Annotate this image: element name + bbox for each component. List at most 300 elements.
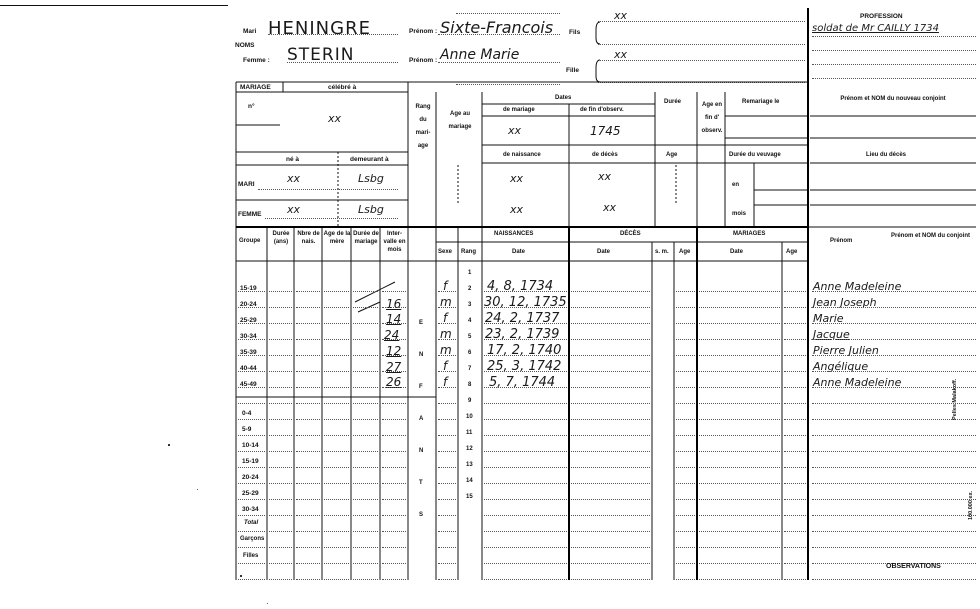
mari-label: Mari — [243, 28, 257, 35]
child-3-prenom: Marie — [813, 312, 844, 325]
row-dotted-line — [238, 515, 265, 516]
group-top-6: 40-44 — [240, 365, 257, 372]
row-dotted-line — [484, 531, 567, 532]
enfants-letter-e: E — [419, 320, 424, 326]
row-dotted-line — [784, 371, 806, 372]
row-dotted-line — [571, 451, 650, 452]
row-dotted-line — [324, 531, 349, 532]
row-dotted-line — [269, 371, 292, 372]
age-fin-label: Age en fin d' observ. — [701, 102, 723, 134]
row-dotted-line — [238, 531, 265, 532]
row-dotted-line — [269, 547, 292, 548]
row-dotted-line — [784, 403, 806, 404]
mari-prenom-label: Prénom : — [409, 28, 438, 35]
row-dotted-line — [324, 483, 349, 484]
row-dotted-line — [699, 435, 780, 436]
row-dotted-line — [438, 515, 456, 516]
row-dotted-line — [784, 419, 806, 420]
row-dotted-line — [438, 467, 456, 468]
age-label: Age — [666, 152, 678, 158]
row-dotted-line — [676, 563, 695, 564]
row-dotted-line — [353, 531, 378, 532]
child-7-sexe: f — [443, 375, 448, 389]
row-dotted-line — [784, 387, 806, 388]
femme-label: Femme : — [243, 57, 270, 64]
row-dotted-line — [699, 563, 780, 564]
row-dotted-line — [438, 339, 456, 340]
row-dotted-line — [676, 323, 695, 324]
row-dotted-line — [382, 403, 406, 404]
rang-mariage-label: Rang du mari-age — [415, 104, 431, 149]
row-dotted-line — [784, 579, 806, 580]
row-dotted-line — [296, 515, 320, 516]
deces-age-header: Age — [679, 249, 691, 255]
row-dotted-line — [676, 531, 695, 532]
femme-naissance-value: xx — [510, 203, 524, 216]
row-dotted-line — [699, 531, 780, 532]
row-dotted-line — [324, 323, 349, 324]
age-mariage-label: Age au mariage — [448, 111, 472, 130]
rang-13: 13 — [466, 462, 473, 468]
fils-mark: xx — [614, 9, 628, 22]
row-dotted-line — [438, 547, 456, 548]
row-dotted-line — [324, 307, 349, 308]
row-dotted-line — [438, 403, 456, 404]
row-dotted-line — [699, 467, 780, 468]
row-dotted-line — [571, 355, 650, 356]
rang-3: 3 — [468, 302, 472, 308]
row-dotted-line — [438, 323, 456, 324]
row-dotted-line — [784, 291, 806, 292]
row-dotted-line — [324, 451, 349, 452]
child-1-date: 4, 8, 1734 — [487, 279, 554, 294]
child-1-sexe: f — [443, 279, 448, 293]
row-dotted-line — [353, 307, 378, 308]
row-dotted-line — [324, 467, 349, 468]
row-dotted-line — [269, 467, 292, 468]
row-dotted-line — [324, 339, 349, 340]
mariages-date-header: Date — [730, 249, 744, 255]
interval-1: 16 — [386, 297, 402, 311]
enfants-letter-t: T — [419, 480, 423, 486]
mariages-header: MARIAGES — [733, 231, 766, 237]
row-dotted-line — [296, 547, 320, 548]
row-dotted-line — [484, 563, 567, 564]
rang-header: Rang — [461, 249, 476, 255]
print-run: 100.000 ex. — [968, 490, 974, 520]
row-dotted-line — [238, 291, 265, 292]
row-dotted-line — [699, 371, 780, 372]
interval-6: 26 — [386, 375, 402, 389]
row-dotted-line — [438, 307, 456, 308]
mari-ne-line — [258, 189, 398, 190]
child-3-sexe: f — [443, 311, 448, 325]
row-dotted-line — [296, 499, 320, 500]
row-dotted-line — [238, 387, 265, 388]
row-dotted-line — [484, 307, 567, 308]
child-6-sexe: f — [443, 359, 448, 373]
mari-ne-value: xx — [287, 172, 301, 185]
rang-9: 9 — [468, 398, 472, 404]
remariage-label: Remariage le — [742, 99, 780, 105]
row-dotted-line — [238, 547, 265, 548]
rang-2: 2 — [468, 286, 472, 292]
row-dotted-line — [353, 499, 378, 500]
row-dotted-line — [238, 355, 265, 356]
row-dotted-line — [571, 515, 650, 516]
row-dotted-line — [324, 563, 349, 564]
femme-prenom: Anne Marie — [440, 47, 520, 63]
child-5-prenom: Pierre Julien — [813, 344, 879, 357]
lieu-deces-label: Lieu du décès — [866, 152, 907, 158]
duree-ans-header: Durée (ans) — [272, 231, 290, 245]
row-dotted-line — [382, 307, 406, 308]
row-dotted-line — [676, 515, 695, 516]
row-dotted-line — [238, 403, 265, 404]
interval-2: 14 — [386, 312, 402, 326]
enfants-letter-f: F — [419, 384, 423, 390]
row-dotted-line — [324, 355, 349, 356]
row-dotted-line — [484, 387, 567, 388]
row-dotted-line — [571, 323, 650, 324]
nouveau-conjoint-label: Prénom et NOM du nouveau conjoint — [840, 96, 946, 102]
row-dotted-line — [812, 451, 976, 452]
row-dotted-line — [269, 403, 292, 404]
row-dotted-line — [324, 579, 349, 580]
child-6-prenom: Angélique — [813, 360, 869, 373]
row-dotted-line — [571, 563, 650, 564]
date-fin-value: 1745 — [590, 124, 621, 138]
dates-title: Dates — [555, 95, 572, 101]
row-dotted-line — [571, 547, 650, 548]
row-dotted-line — [238, 483, 265, 484]
row-dotted-line — [571, 291, 650, 292]
row-dotted-line — [676, 355, 695, 356]
row-dotted-line — [484, 403, 567, 404]
en-label: en — [732, 182, 740, 188]
observations-label: OBSERVATIONS — [886, 563, 941, 570]
naissances-header: NAISSANCES — [494, 231, 534, 237]
row-dotted-line — [296, 451, 320, 452]
rang-1: 1 — [468, 270, 472, 276]
mari-naissance-value: xx — [510, 172, 524, 185]
row-dotted-line — [438, 387, 456, 388]
sm-header: s. m. — [655, 249, 669, 255]
row-dotted-line — [699, 323, 780, 324]
row-dotted-line — [699, 451, 780, 452]
enfants-letter-a: A — [419, 416, 424, 422]
rang-6: 6 — [468, 350, 472, 356]
deces-date-header: Date — [597, 249, 611, 255]
row-dotted-line — [324, 403, 349, 404]
row-dotted-line — [382, 579, 406, 580]
row-dotted-line — [676, 483, 695, 484]
row-dotted-line — [676, 499, 695, 500]
interval-3: 24 — [384, 328, 400, 342]
row-dotted-line — [784, 483, 806, 484]
row-dotted-line — [269, 483, 292, 484]
row-dotted-line — [353, 419, 378, 420]
celebre-value: xx — [328, 112, 342, 125]
row-dotted-line — [784, 499, 806, 500]
row-dotted-line — [699, 307, 780, 308]
row-dotted-line — [269, 563, 292, 564]
row-dotted-line — [484, 291, 567, 292]
row-dotted-line — [484, 499, 567, 500]
femme-ne-value: xx — [287, 203, 301, 216]
group-top-5: 35-39 — [240, 349, 257, 356]
row-dotted-line — [382, 371, 406, 372]
femme-prenom-label: Prénom : — [409, 57, 438, 64]
row-dotted-line — [269, 307, 292, 308]
interval-5: 27 — [386, 360, 402, 374]
no-label: n° — [248, 103, 255, 110]
row-dotted-line — [269, 387, 292, 388]
row-dotted-line — [676, 547, 695, 548]
row-dotted-line — [484, 323, 567, 324]
row-dotted-line — [382, 451, 406, 452]
row-dotted-line — [238, 563, 265, 564]
row-dotted-line — [571, 371, 650, 372]
row-dotted-line — [353, 323, 378, 324]
rang-14: 14 — [466, 478, 473, 484]
row-dotted-line — [382, 483, 406, 484]
row-dotted-line — [571, 483, 650, 484]
profession-label: PROFESSION — [860, 13, 903, 20]
row-dotted-line — [296, 467, 320, 468]
duree-mariage-header: Durée de mariage — [353, 231, 379, 245]
row-dotted-line — [699, 579, 780, 580]
child-6-date: 25, 3, 1742 — [487, 359, 562, 374]
row-dotted-line — [324, 499, 349, 500]
mari-prenom: Sixte-Francois — [440, 18, 554, 37]
noms-label: NOMS — [235, 42, 255, 49]
row-dotted-line — [699, 355, 780, 356]
rang-7: 7 — [468, 366, 472, 372]
row-dotted-line — [353, 579, 378, 580]
de-naissance-label: de naissance — [503, 152, 541, 158]
duree-label: Durée — [664, 99, 682, 105]
row-dotted-line — [324, 419, 349, 420]
row-dotted-line — [238, 451, 265, 452]
row-dotted-line — [296, 531, 320, 532]
femme-row-label: FEMME — [238, 211, 262, 218]
row-dotted-line — [484, 547, 567, 548]
age-mere-header: Age de la mère — [323, 231, 351, 245]
row-dotted-line — [269, 339, 292, 340]
child-3-date: 24, 2, 1737 — [485, 311, 560, 326]
row-dotted-line — [296, 419, 320, 420]
row-dotted-line — [699, 291, 780, 292]
row-dotted-line — [571, 387, 650, 388]
row-dotted-line — [438, 451, 456, 452]
child-5-date: 17, 2, 1740 — [487, 343, 562, 358]
row-dotted-line — [812, 435, 976, 436]
row-dotted-line — [784, 531, 806, 532]
row-dotted-line — [296, 291, 320, 292]
row-dotted-line — [353, 435, 378, 436]
date-mariage-value: xx — [508, 124, 522, 137]
row-dotted-line — [784, 515, 806, 516]
group-bottom-3: 10-14 — [242, 442, 259, 449]
row-dotted-line — [812, 355, 976, 356]
row-dotted-line — [296, 435, 320, 436]
row-dotted-line — [676, 467, 695, 468]
row-dotted-line — [676, 291, 695, 292]
row-dotted-line — [382, 387, 406, 388]
row-dotted-line — [269, 291, 292, 292]
row-dotted-line — [571, 339, 650, 340]
group-top-2: 20-24 — [240, 301, 257, 308]
row-dotted-line — [382, 467, 406, 468]
row-dotted-line — [699, 403, 780, 404]
row-dotted-line — [676, 387, 695, 388]
row-dotted-line — [238, 499, 265, 500]
row-dotted-line — [784, 563, 806, 564]
row-dotted-line — [296, 307, 320, 308]
row-dotted-line — [353, 403, 378, 404]
row-dotted-line — [676, 371, 695, 372]
de-fin-label: de fin d'observ. — [580, 107, 624, 113]
row-dotted-line — [571, 307, 650, 308]
row-dotted-line — [438, 419, 456, 420]
mari-row-label: MARI — [238, 181, 255, 188]
row-dotted-line — [484, 467, 567, 468]
row-dotted-line — [484, 435, 567, 436]
row-dotted-line — [812, 339, 976, 340]
row-dotted-line — [324, 547, 349, 548]
mariage-title: MARIAGE — [240, 84, 271, 91]
child-2-sexe: m — [440, 295, 452, 309]
row-dotted-line — [382, 339, 406, 340]
row-dotted-line — [382, 323, 406, 324]
row-dotted-line — [812, 307, 976, 308]
de-mariage-label: de mariage — [503, 107, 535, 113]
row-dotted-line — [699, 547, 780, 548]
filles-label: Filles — [243, 553, 259, 559]
rang-15: 15 — [466, 494, 473, 500]
child-7-date: 5, 7, 1744 — [489, 375, 556, 390]
row-dotted-line — [353, 467, 378, 468]
row-dotted-line — [676, 579, 695, 580]
row-dotted-line — [438, 371, 456, 372]
row-dotted-line — [382, 515, 406, 516]
femme-ne-line — [265, 218, 398, 219]
group-bottom-2: 5-9 — [242, 426, 252, 433]
row-dotted-line — [296, 563, 320, 564]
duree-veuvage-label: Durée du veuvage — [729, 152, 781, 158]
row-dotted-line — [784, 435, 806, 436]
row-dotted-line — [699, 419, 780, 420]
group-top-4: 30-34 — [240, 333, 257, 340]
row-dotted-line — [324, 291, 349, 292]
row-dotted-line — [812, 371, 976, 372]
rang-12: 12 — [466, 446, 473, 452]
row-dotted-line — [353, 483, 378, 484]
intervalle-header: Inter-valle en mois — [383, 231, 406, 253]
ne-a-label: né à — [286, 156, 300, 163]
row-dotted-line — [353, 563, 378, 564]
row-dotted-line — [812, 499, 976, 500]
row-dotted-line — [269, 531, 292, 532]
row-dotted-line — [238, 371, 265, 372]
row-dotted-line — [438, 563, 456, 564]
rang-11: 11 — [466, 430, 473, 436]
row-dotted-line — [699, 339, 780, 340]
row-dotted-line — [438, 499, 456, 500]
row-dotted-line — [484, 371, 567, 372]
mois-label: mois — [732, 211, 747, 217]
row-dotted-line — [676, 419, 695, 420]
row-dotted-line — [353, 515, 378, 516]
row-dotted-line — [269, 435, 292, 436]
row-dotted-line — [353, 451, 378, 452]
fils-label: Fils — [569, 29, 581, 36]
row-dotted-line — [784, 451, 806, 452]
row-dotted-line — [238, 467, 265, 468]
row-dotted-line — [571, 435, 650, 436]
mari-dem-value: Lsbg — [358, 172, 384, 185]
row-dotted-line — [812, 579, 976, 580]
fille-mark: xx — [614, 48, 628, 61]
row-dotted-line — [238, 579, 265, 580]
group-bottom-1: 0-4 — [242, 410, 252, 417]
row-dotted-line — [353, 291, 378, 292]
profession-value: soldat de Mr CAILLY 1734 — [812, 23, 939, 34]
row-dotted-line — [324, 387, 349, 388]
child-4-date: 23, 2, 1739 — [485, 327, 560, 342]
row-dotted-line — [382, 291, 406, 292]
row-dotted-line — [484, 515, 567, 516]
interval-4: 12 — [386, 344, 402, 358]
row-dotted-line — [676, 451, 695, 452]
row-dotted-line — [784, 339, 806, 340]
celebre-label: célébré à — [328, 84, 357, 91]
row-dotted-line — [269, 419, 292, 420]
row-dotted-line — [382, 563, 406, 564]
row-dotted-line — [269, 323, 292, 324]
row-dotted-line — [382, 435, 406, 436]
group-bottom-5: 20-24 — [242, 474, 259, 481]
row-dotted-line — [812, 323, 976, 324]
row-dotted-line — [484, 419, 567, 420]
prenom-nom-conjoint-header: Prénom et NOM du conjoint — [891, 233, 970, 239]
stray-dot-2 — [197, 489, 198, 490]
row-dotted-line — [699, 387, 780, 388]
row-dotted-line — [699, 515, 780, 516]
stray-dot-1 — [168, 444, 170, 446]
row-dotted-line — [269, 499, 292, 500]
femme-nom: STERIN — [287, 45, 355, 65]
row-dotted-line — [296, 403, 320, 404]
femme-deces-value: xx — [603, 201, 617, 214]
deces-header: DÉCÈS — [620, 231, 641, 237]
row-dotted-line — [296, 355, 320, 356]
row-dotted-line — [296, 579, 320, 580]
enfants-letter-s: S — [419, 512, 424, 518]
row-dotted-line — [296, 323, 320, 324]
nbre-naiss-header: Nbre de nais. — [297, 231, 320, 245]
row-dotted-line — [324, 435, 349, 436]
row-dotted-line — [676, 403, 695, 404]
enfants-letter-n: N — [419, 352, 424, 358]
naissance-date-header: Date — [512, 249, 526, 255]
row-dotted-line — [484, 483, 567, 484]
row-dotted-line — [438, 483, 456, 484]
group-bottom-4: 15-19 — [242, 458, 259, 465]
rang-8: 8 — [468, 382, 472, 388]
row-dotted-line — [353, 355, 378, 356]
